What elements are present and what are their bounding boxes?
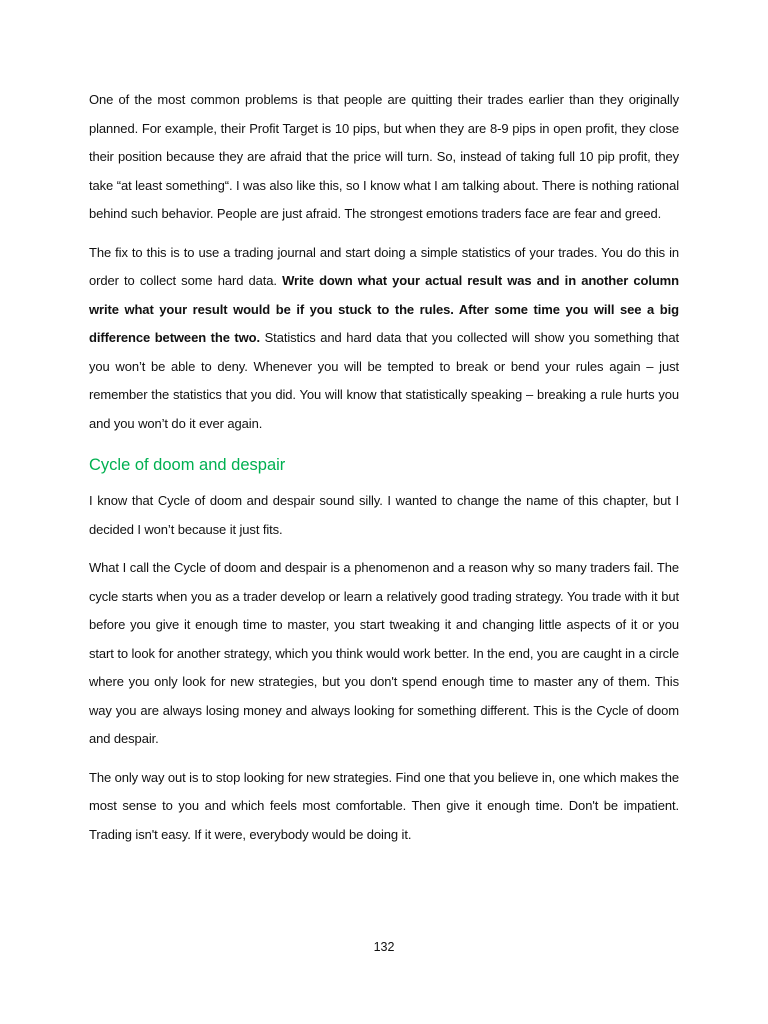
paragraph-text: The only way out is to stop looking for new strategies. Find one that you believe in, one which makes the most sense to you and which feels most comfortable. Then give it enough time. Don't be impatient. Trading isn't easy. If it were, everybody would be doing it. [89,769,680,842]
section-paragraphs [89,487,679,849]
page-number: 132 [373,940,395,954]
body-paragraph [89,764,679,850]
body-paragraph [89,487,679,544]
paragraph-text: The fix to this is to use a trading journal and start doing a simple statistics of your trades. You do this in order to collect some hard data. [89,244,679,288]
paragraph-text: What I call the Cycle of doom and despair is a phenomenon and a reason why so many traders fail. The cycle starts when you as a trader develop or learn a relatively good trading strategy. You trade with it but before you give it enough time to master, you start tweaking it and changing little aspects of it or you start to look for another strategy, which you think would work better. In the end, you are caught in a circle where you only look for new strategies, but you don't spend enough time to master any of them. This way you are always losing money and always looking for something different. This is the Cycle of doom and despair. [89,560,679,746]
intro-paragraphs [89,86,679,438]
paragraph-text: Statistics and hard data that you collected will show you something that you won’t be able to deny. Whenever you will be tempted to break or bend your rules again – just remember the statistics that you did. You will know that statistically speaking – breaking a rule hurts you and you won’t do it ever again. [89,330,679,431]
section-heading: Cycle of doom and despair [89,456,286,474]
body-paragraph [89,239,679,439]
page-body [89,86,679,849]
emphasized-text: Write down what your actual result was and in another column write what your result would be if you stuck to the rules. After some time you will see a big difference between the two. [89,273,679,345]
body-paragraph [89,86,679,229]
paragraph-text: I know that Cycle of doom and despair sound silly. I wanted to change the name of this chapter, but I decided I won’t because it just fits. [89,493,679,537]
body-paragraph [89,554,679,754]
paragraph-text: One of the most common problems is that people are quitting their trades earlier than they originally planned. For example, their Profit Target is 10 pips, but when they are 8-9 pips in open profit, they close their position because they are afraid that the price will turn. So, instead of taking full 10 pip profit, they take “at least something“. I was also like this, so I know what I am talking about. There is nothing rational behind such behavior. People are just afraid. The strongest emotions traders face are fear and greed. [89,92,679,221]
